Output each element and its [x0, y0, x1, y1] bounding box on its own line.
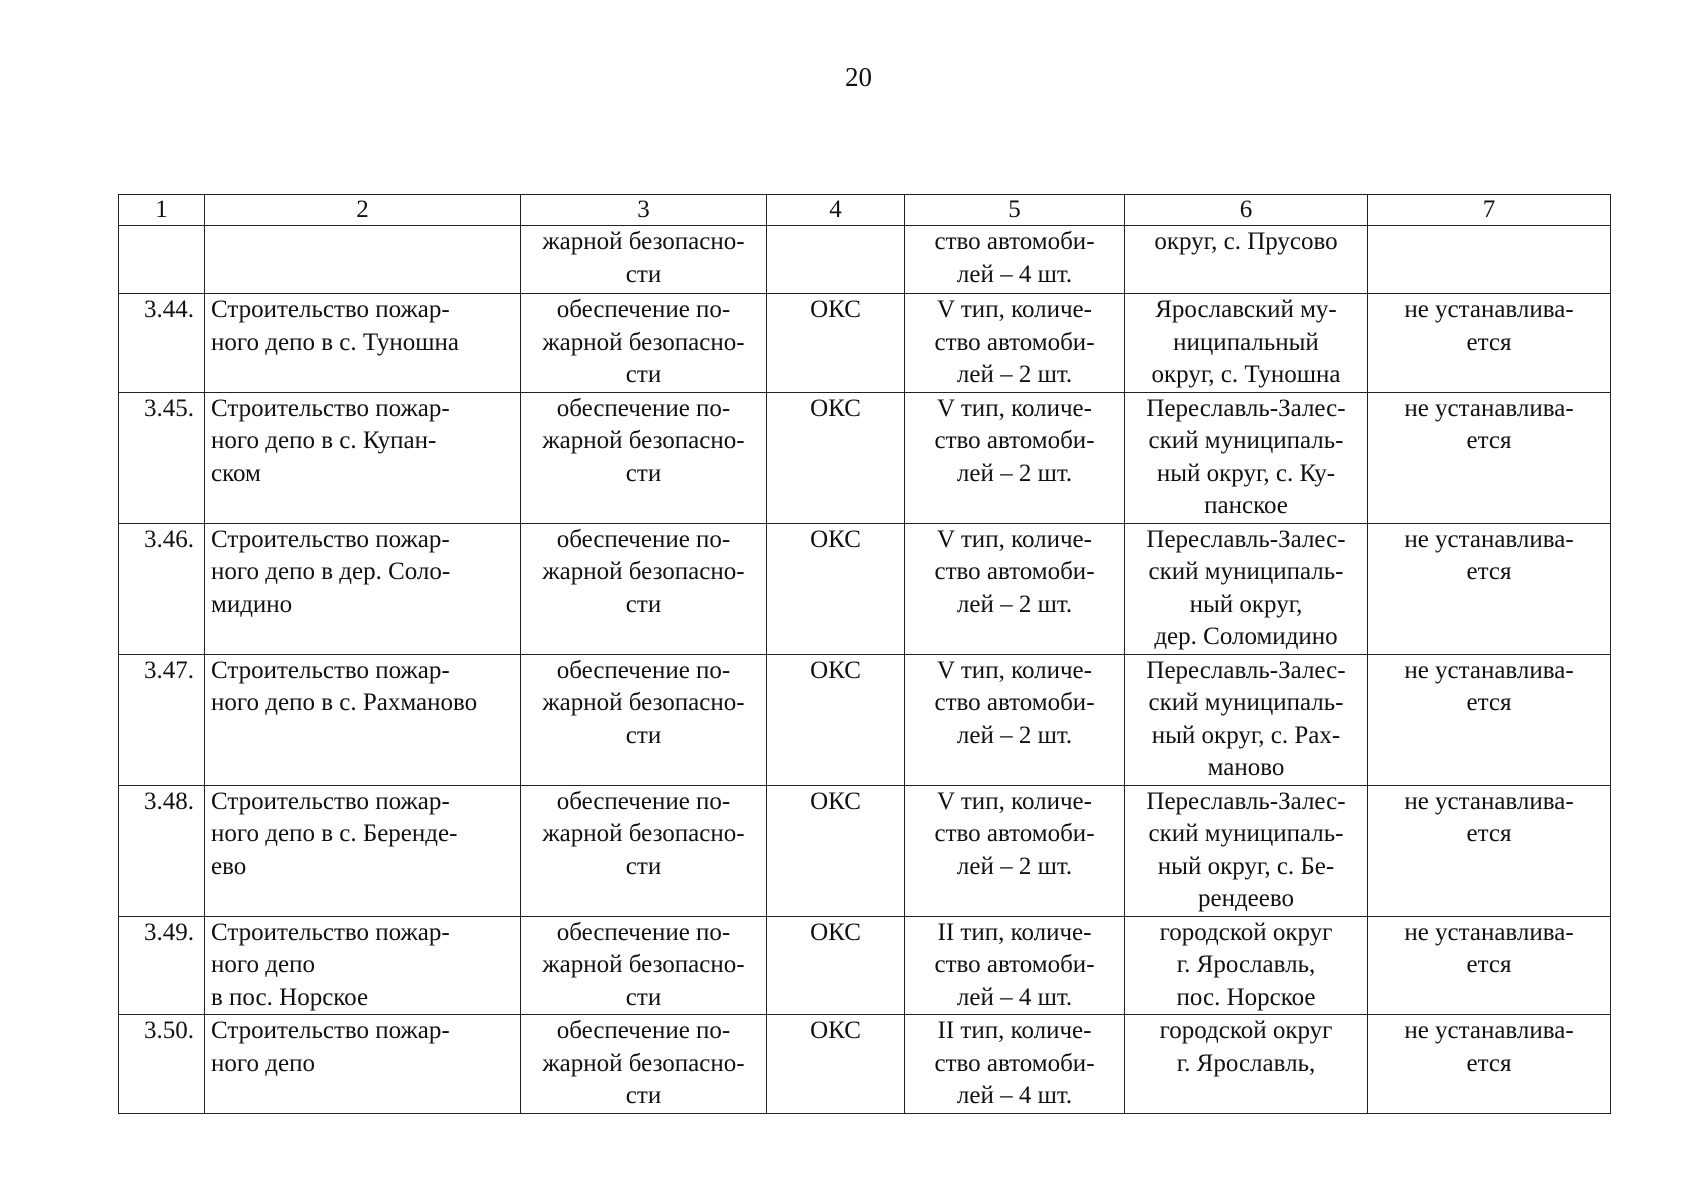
object-name-cell: Строительство пожар- ного депо	[205, 1015, 521, 1114]
column-number-7: 7	[1368, 195, 1611, 226]
zone-cell: не устанавлива- ется	[1368, 1015, 1611, 1114]
parameters-cell: II тип, количе- ство автомоби- лей – 4 шт.	[905, 1015, 1125, 1114]
object-name-cell	[205, 226, 521, 294]
object-type-cell: ОКС	[767, 654, 905, 785]
object-name-cell: Строительство пожар- ного депо в с. Беренде- ево	[205, 785, 521, 916]
purpose-cell: обеспечение по- жарной безопасно- сти	[521, 1015, 767, 1114]
page-number: 20	[845, 62, 872, 92]
purpose-cell: обеспечение по- жарной безопасно- сти	[521, 654, 767, 785]
location-cell: Переславль-Залес- ский муниципаль- ный округ, дер. Соломидино	[1125, 523, 1368, 654]
object-type-cell: ОКС	[767, 916, 905, 1015]
zone-cell: не устанавлива- ется	[1368, 654, 1611, 785]
parameters-cell: V тип, количе- ство автомоби- лей – 2 шт.	[905, 523, 1125, 654]
row-number-cell: 3.50.	[119, 1015, 205, 1114]
location-cell: Переславль-Залес- ский муниципаль- ный округ, с. Ку- панское	[1125, 392, 1368, 523]
table-row	[119, 392, 1611, 523]
table-row	[119, 1015, 1611, 1114]
parameters-cell: V тип, количе- ство автомоби- лей – 2 шт.	[905, 654, 1125, 785]
location-cell: Ярославский му- ниципальный округ, с. Туношна	[1125, 294, 1368, 393]
row-number-cell: 3.49.	[119, 916, 205, 1015]
zone-cell: не устанавлива- ется	[1368, 785, 1611, 916]
column-number-4: 4	[767, 195, 905, 226]
object-type-cell: ОКС	[767, 785, 905, 916]
table-header-row	[119, 195, 1611, 226]
object-type-cell: ОКС	[767, 523, 905, 654]
table-row	[119, 226, 1611, 294]
location-cell: округ, с. Прусово	[1125, 226, 1368, 294]
zone-cell: не устанавлива- ется	[1368, 523, 1611, 654]
row-number-cell: 3.46.	[119, 523, 205, 654]
zone-cell: не устанавлива- ется	[1368, 392, 1611, 523]
parameters-cell: V тип, количе- ство автомоби- лей – 2 шт.	[905, 294, 1125, 393]
column-number-1: 1	[119, 195, 205, 226]
location-cell: Переславль-Залес- ский муниципаль- ный округ, с. Рах- маново	[1125, 654, 1368, 785]
purpose-cell: обеспечение по- жарной безопасно- сти	[521, 294, 767, 393]
column-number-6: 6	[1125, 195, 1368, 226]
zone-cell: не устанавлива- ется	[1368, 294, 1611, 393]
object-type-cell	[767, 226, 905, 294]
location-cell: Переславль-Залес- ский муниципаль- ный округ, с. Бе- рендеево	[1125, 785, 1368, 916]
table-body	[119, 195, 1611, 1114]
table-row	[119, 785, 1611, 916]
object-type-cell: ОКС	[767, 294, 905, 393]
table-row	[119, 916, 1611, 1015]
purpose-cell: обеспечение по- жарной безопасно- сти	[521, 523, 767, 654]
table-row	[119, 294, 1611, 393]
row-number-cell: 3.45.	[119, 392, 205, 523]
location-cell: городской округ г. Ярославль,	[1125, 1015, 1368, 1114]
object-name-cell: Строительство пожар- ного депо в пос. Норское	[205, 916, 521, 1015]
parameters-cell: ство автомоби- лей – 4 шт.	[905, 226, 1125, 294]
object-name-cell: Строительство пожар- ного депо в с. Купан- ском	[205, 392, 521, 523]
purpose-cell: обеспечение по- жарной безопасно- сти	[521, 392, 767, 523]
parameters-cell: V тип, количе- ство автомоби- лей – 2 шт.	[905, 785, 1125, 916]
row-number-cell: 3.44.	[119, 294, 205, 393]
object-name-cell: Строительство пожар- ного депо в дер. Соло- мидино	[205, 523, 521, 654]
purpose-cell: обеспечение по- жарной безопасно- сти	[521, 916, 767, 1015]
row-number-cell	[119, 226, 205, 294]
object-type-cell: ОКС	[767, 1015, 905, 1114]
row-number-cell: 3.47.	[119, 654, 205, 785]
location-cell: городской округ г. Ярославль, пос. Норское	[1125, 916, 1368, 1015]
document-table	[118, 194, 1611, 1114]
zone-cell	[1368, 226, 1611, 294]
parameters-cell: V тип, количе- ство автомоби- лей – 2 шт.	[905, 392, 1125, 523]
purpose-cell: жарной безопасно- сти	[521, 226, 767, 294]
object-name-cell: Строительство пожар- ного депо в с. Туношна	[205, 294, 521, 393]
parameters-cell: II тип, количе- ство автомоби- лей – 4 шт.	[905, 916, 1125, 1015]
row-number-cell: 3.48.	[119, 785, 205, 916]
column-number-3: 3	[521, 195, 767, 226]
column-number-5: 5	[905, 195, 1125, 226]
object-type-cell: ОКС	[767, 392, 905, 523]
purpose-cell: обеспечение по- жарной безопасно- сти	[521, 785, 767, 916]
zone-cell: не устанавлива- ется	[1368, 916, 1611, 1015]
table-row	[119, 523, 1611, 654]
object-name-cell: Строительство пожар- ного депо в с. Рахманово	[205, 654, 521, 785]
table-row	[119, 654, 1611, 785]
column-number-2: 2	[205, 195, 521, 226]
